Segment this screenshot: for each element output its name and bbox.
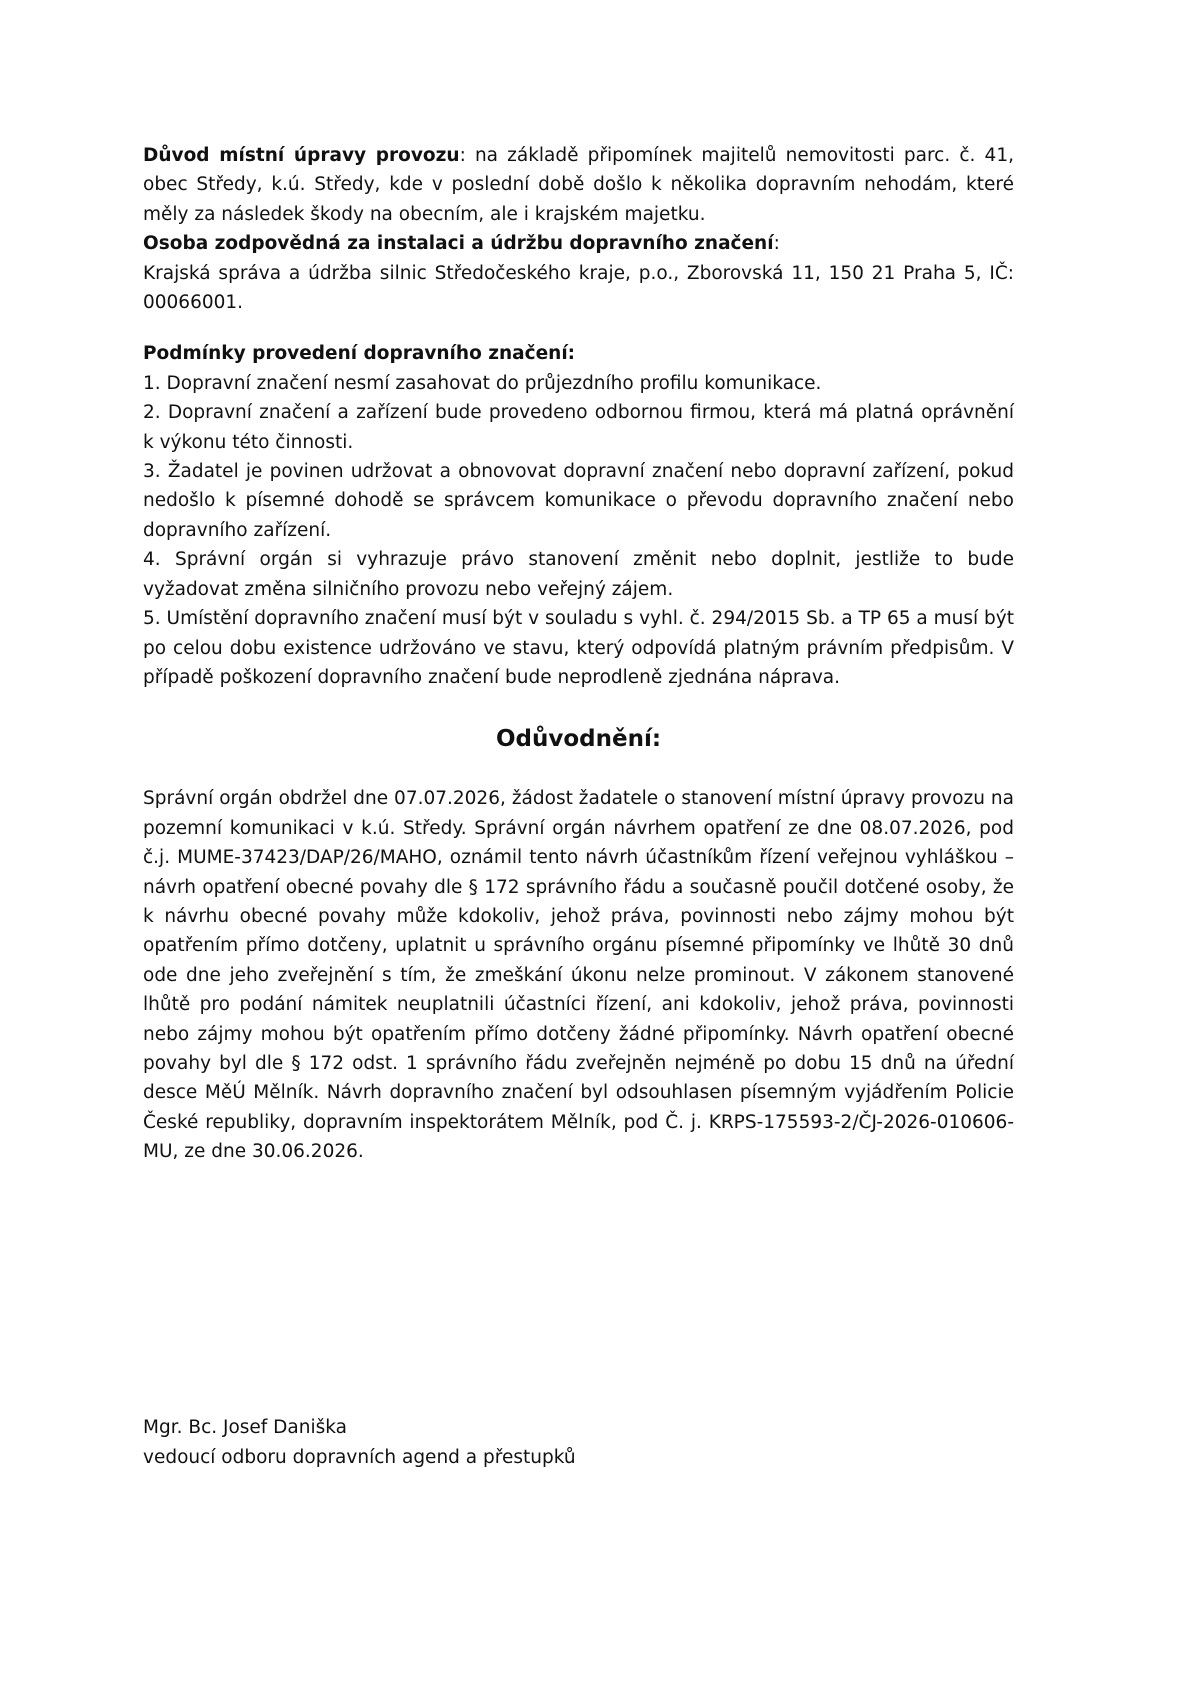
condition-item: 1. Dopravní značení nesmí zasahovat do průjezdního profilu komunikace.: [143, 372, 822, 394]
conditions-title: Podmínky provedení dopravního značení:: [143, 343, 576, 365]
reason-paragraph: [143, 141, 1014, 229]
responsible-heading: [143, 229, 1014, 258]
document-body: [143, 141, 1014, 1167]
condition-item: 4. Správní orgán si vyhrazuje právo stanovení změnit nebo doplnit, jestliže to bude vyžadovat změna silničního provozu nebo veřejný zájem.: [143, 549, 1014, 600]
condition-item: 3. Žadatel je povinen udržovat a obnovovat dopravní značení nebo dopravní zařízení, pokud nedošlo k písemné dohodě se správcem komunikace o převodu dopravního značení nebo dopravního zařízení.: [143, 461, 1014, 541]
responsible-label: Osoba zodpovědná za instalaci a údržbu dopravního značení: [143, 233, 774, 255]
reason-label: Důvod místní úpravy provozu: [143, 145, 460, 166]
signature-block: [143, 1413, 576, 1473]
responsible-colon: :: [773, 233, 780, 255]
justification-text: Správní orgán obdržel dne 07.07.2026, žádost žadatele o stanovení místní úpravy provozu na pozemní komunikaci v k.ú. Středy. Správní orgán návrhem opatření ze dne 08.07.2026, pod č.j. MUME-37423/DAP/26/MAHO, oznámil tento návrh účastníkům řízení veřejnou vyhláškou – návrh opatření obecné povahy dle § 172 správního řádu a současně poučil dotčené osoby, že k návrhu obecné povahy může kdokoliv, jehož práva, povinnosti nebo zájmy mohou být opatřením přímo dotčeny, uplatnit u správního orgánu písemné připomínky ve lhůtě 30 dnů ode dne jeho zveřejnění s tím, že zmeškání úkonu nelze prominout. V zákonem stanovené lhůtě pro podání námitek neuplatnili účastníci řízení, ani kdokoliv, jehož práva, povinnosti nebo zájmy mohou být opatřením přímo dotčeny žádné připomínky. Návrh opatření obecné povahy byl dle § 172 odst. 1 správního řádu zveřejněn nejméně po dobu 15 dnů na úřední desce MěÚ Mělník. Návrh dopravního značení byl odsouhlasen písemným vyjádřením Policie České republiky, dopravním inspektorátem Mělník, pod Č. j. KRPS-175593-2/ČJ-2026-010606-MU, ze dne 30.06.2026.: [143, 788, 1014, 1163]
signatory-name: Mgr. Bc. Josef Daniška: [143, 1417, 347, 1438]
responsible-text: Krajská správa a údržba silnic Středočeského kraje, p.o., Zborovská 11, 150 21 Praha 5, IČ: 00066001.: [143, 262, 1014, 314]
condition-item: 2. Dopravní značení a zařízení bude provedeno odbornou firmou, která má platná oprávnění k výkonu této činnosti.: [143, 402, 1014, 453]
signatory-title: vedoucí odboru dopravních agend a přestupků: [143, 1447, 576, 1468]
condition-item: 5. Umístění dopravního značení musí být v souladu s vyhl. č. 294/2015 Sb. a TP 65 a musí být po celou dobu existence udržováno ve stavu, který odpovídá platným právním předpisům. V případě poškození dopravního značení bude neprodleně zjednána náprava.: [143, 608, 1014, 688]
reason-text: : na základě připomínek majitelů nemovitosti parc. č. 41, obec Středy, k.ú. Středy, kde v poslední době došlo k několika dopravním nehodám, které měly za následek škody na obecním, ale i krajském majetku.: [143, 145, 1014, 225]
justification-heading: Odůvodnění:: [495, 726, 662, 753]
